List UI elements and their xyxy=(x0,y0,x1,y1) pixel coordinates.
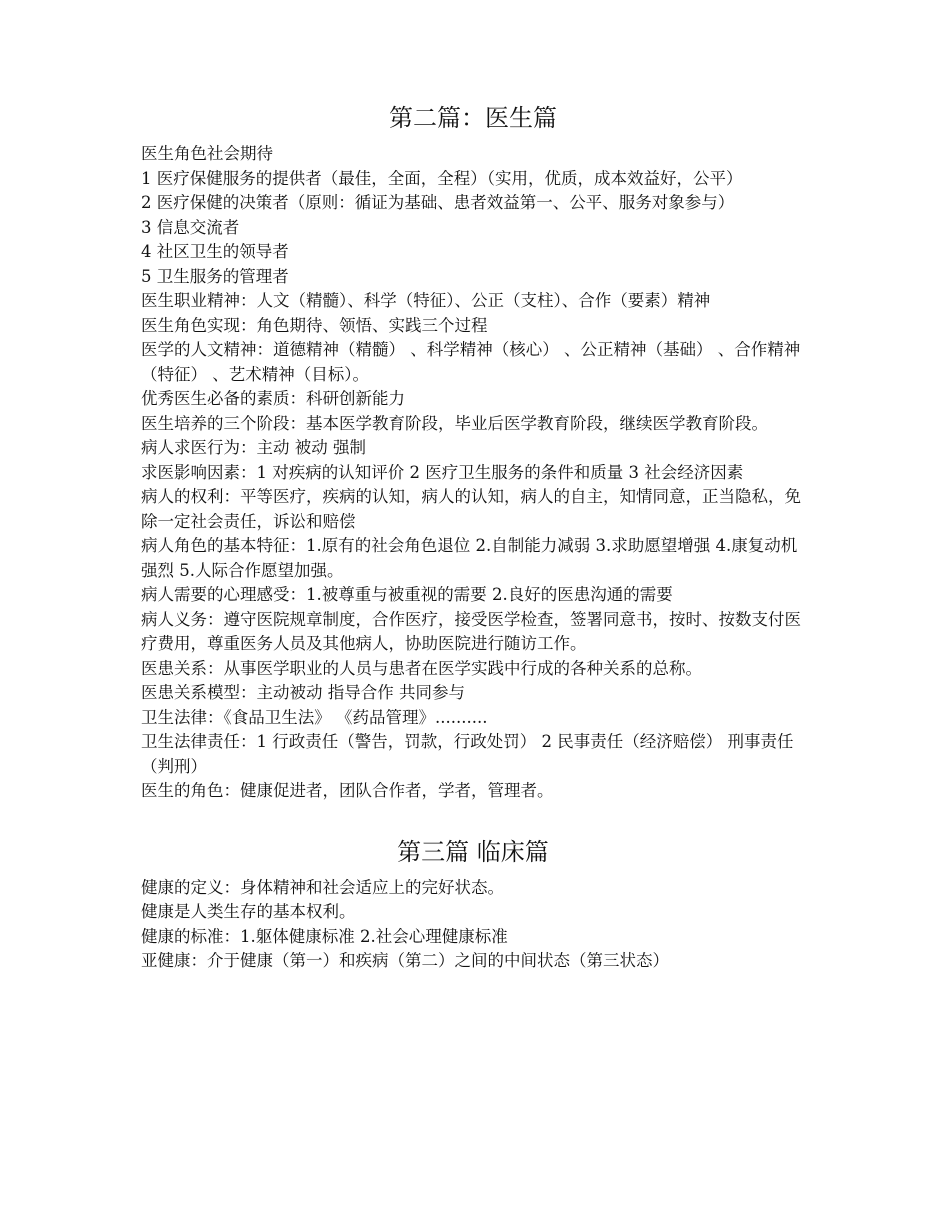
text-line: 卫生法律：《食品卫生法》 《药品管理》.......... xyxy=(141,707,488,727)
text-line: 健康的定义：身体精神和社会适应上的完好状态。 xyxy=(141,877,504,897)
text-line: 求医影响因素：1 对疾病的认知评价 2 医疗卫生服务的条件和质量 3 社会经济因素 xyxy=(141,462,744,482)
text-line: 医生培养的三个阶段：基本医学教育阶段，毕业后医学教育阶段，继续医学教育阶段。 xyxy=(141,413,768,433)
text-line: 2 医疗保健的决策者（原则：循证为基础、患者效益第一、公平、服务对象参与） xyxy=(141,193,735,212)
text-line: 卫生法律责任：1 行政责任（警告，罚款，行政处罚） 2 民事责任（经济赔偿） 刑事责任（判刑） xyxy=(141,732,794,776)
text-line: 5 卫生服务的管理者 xyxy=(141,266,289,286)
text-line: 医生角色社会期待 xyxy=(141,144,273,163)
text-line: 医患关系：从事医学职业的人员与患者在医学实践中行成的各种关系的总称。 xyxy=(141,658,702,678)
section-doctor xyxy=(141,100,805,804)
text-line: 健康是人类生存的基本权利。 xyxy=(141,902,356,921)
text-line: 健康的标准：1.躯体健康标准 2.社会心理健康标准 xyxy=(141,926,508,946)
text-line: 3 信息交流者 xyxy=(141,217,240,237)
text-line: 病人义务：遵守医院规章制度，合作医疗，接受医学检查，签署同意书，按时、按数支付医疗费用，尊重医务人员及其他病人，协助医院进行随访工作。 xyxy=(141,609,801,653)
text-line: 病人求医行为：主动 被动 强制 xyxy=(141,438,366,457)
text-line: 医生的角色：健康促进者，团队合作者，学者，管理者。 xyxy=(141,781,554,800)
text-line: 病人的权利：平等医疗，疾病的认知，病人的认知，病人的自主，知情同意，正当隐私，免除一定社会责任，诉讼和赔偿 xyxy=(141,487,801,531)
text-line: 优秀医生必备的素质：科研创新能力 xyxy=(141,389,405,408)
section-title-clinical: 第三篇 临床篇 xyxy=(397,837,549,866)
section-clinical xyxy=(141,834,805,974)
text-line: 1 医疗保健服务的提供者（最佳，全面，全程）（实用，优质，成本效益好，公平） xyxy=(141,168,743,188)
section-title-doctor: 第二篇：医生篇 xyxy=(389,104,557,132)
text-line: 病人角色的基本特征：1.原有的社会角色退位 2.自制能力减弱 3.求助愿望增强 4.康复动机强烈 5.人际合作愿望加强。 xyxy=(141,536,798,580)
text-line: 医生角色实现：角色期待、领悟、实践三个过程 xyxy=(141,315,488,335)
text-line: 4 社区卫生的领导者 xyxy=(141,242,289,261)
text-line: 医生职业精神：人文（精髓）、科学（特征）、公正（支柱）、合作（要素）精神 xyxy=(141,291,711,310)
text-line: 医患关系模型：主动被动 指导合作 共同参与 xyxy=(141,683,465,702)
text-line: 医学的人文精神：道德精神（精髓） 、科学精神（核心） 、公正精神（基础） 、合作精神（特征） 、艺术精神（目标）。 xyxy=(141,340,801,384)
section-body-doctor xyxy=(141,142,805,804)
document-page xyxy=(141,100,805,974)
text-line: 亚健康：介于健康（第一）和疾病（第二）之间的中间状态（第三状态） xyxy=(141,951,669,970)
section-body-clinical xyxy=(141,876,805,974)
text-line: 病人需要的心理感受：1.被尊重与被重视的需要 2.良好的医患沟通的需要 xyxy=(141,585,673,604)
